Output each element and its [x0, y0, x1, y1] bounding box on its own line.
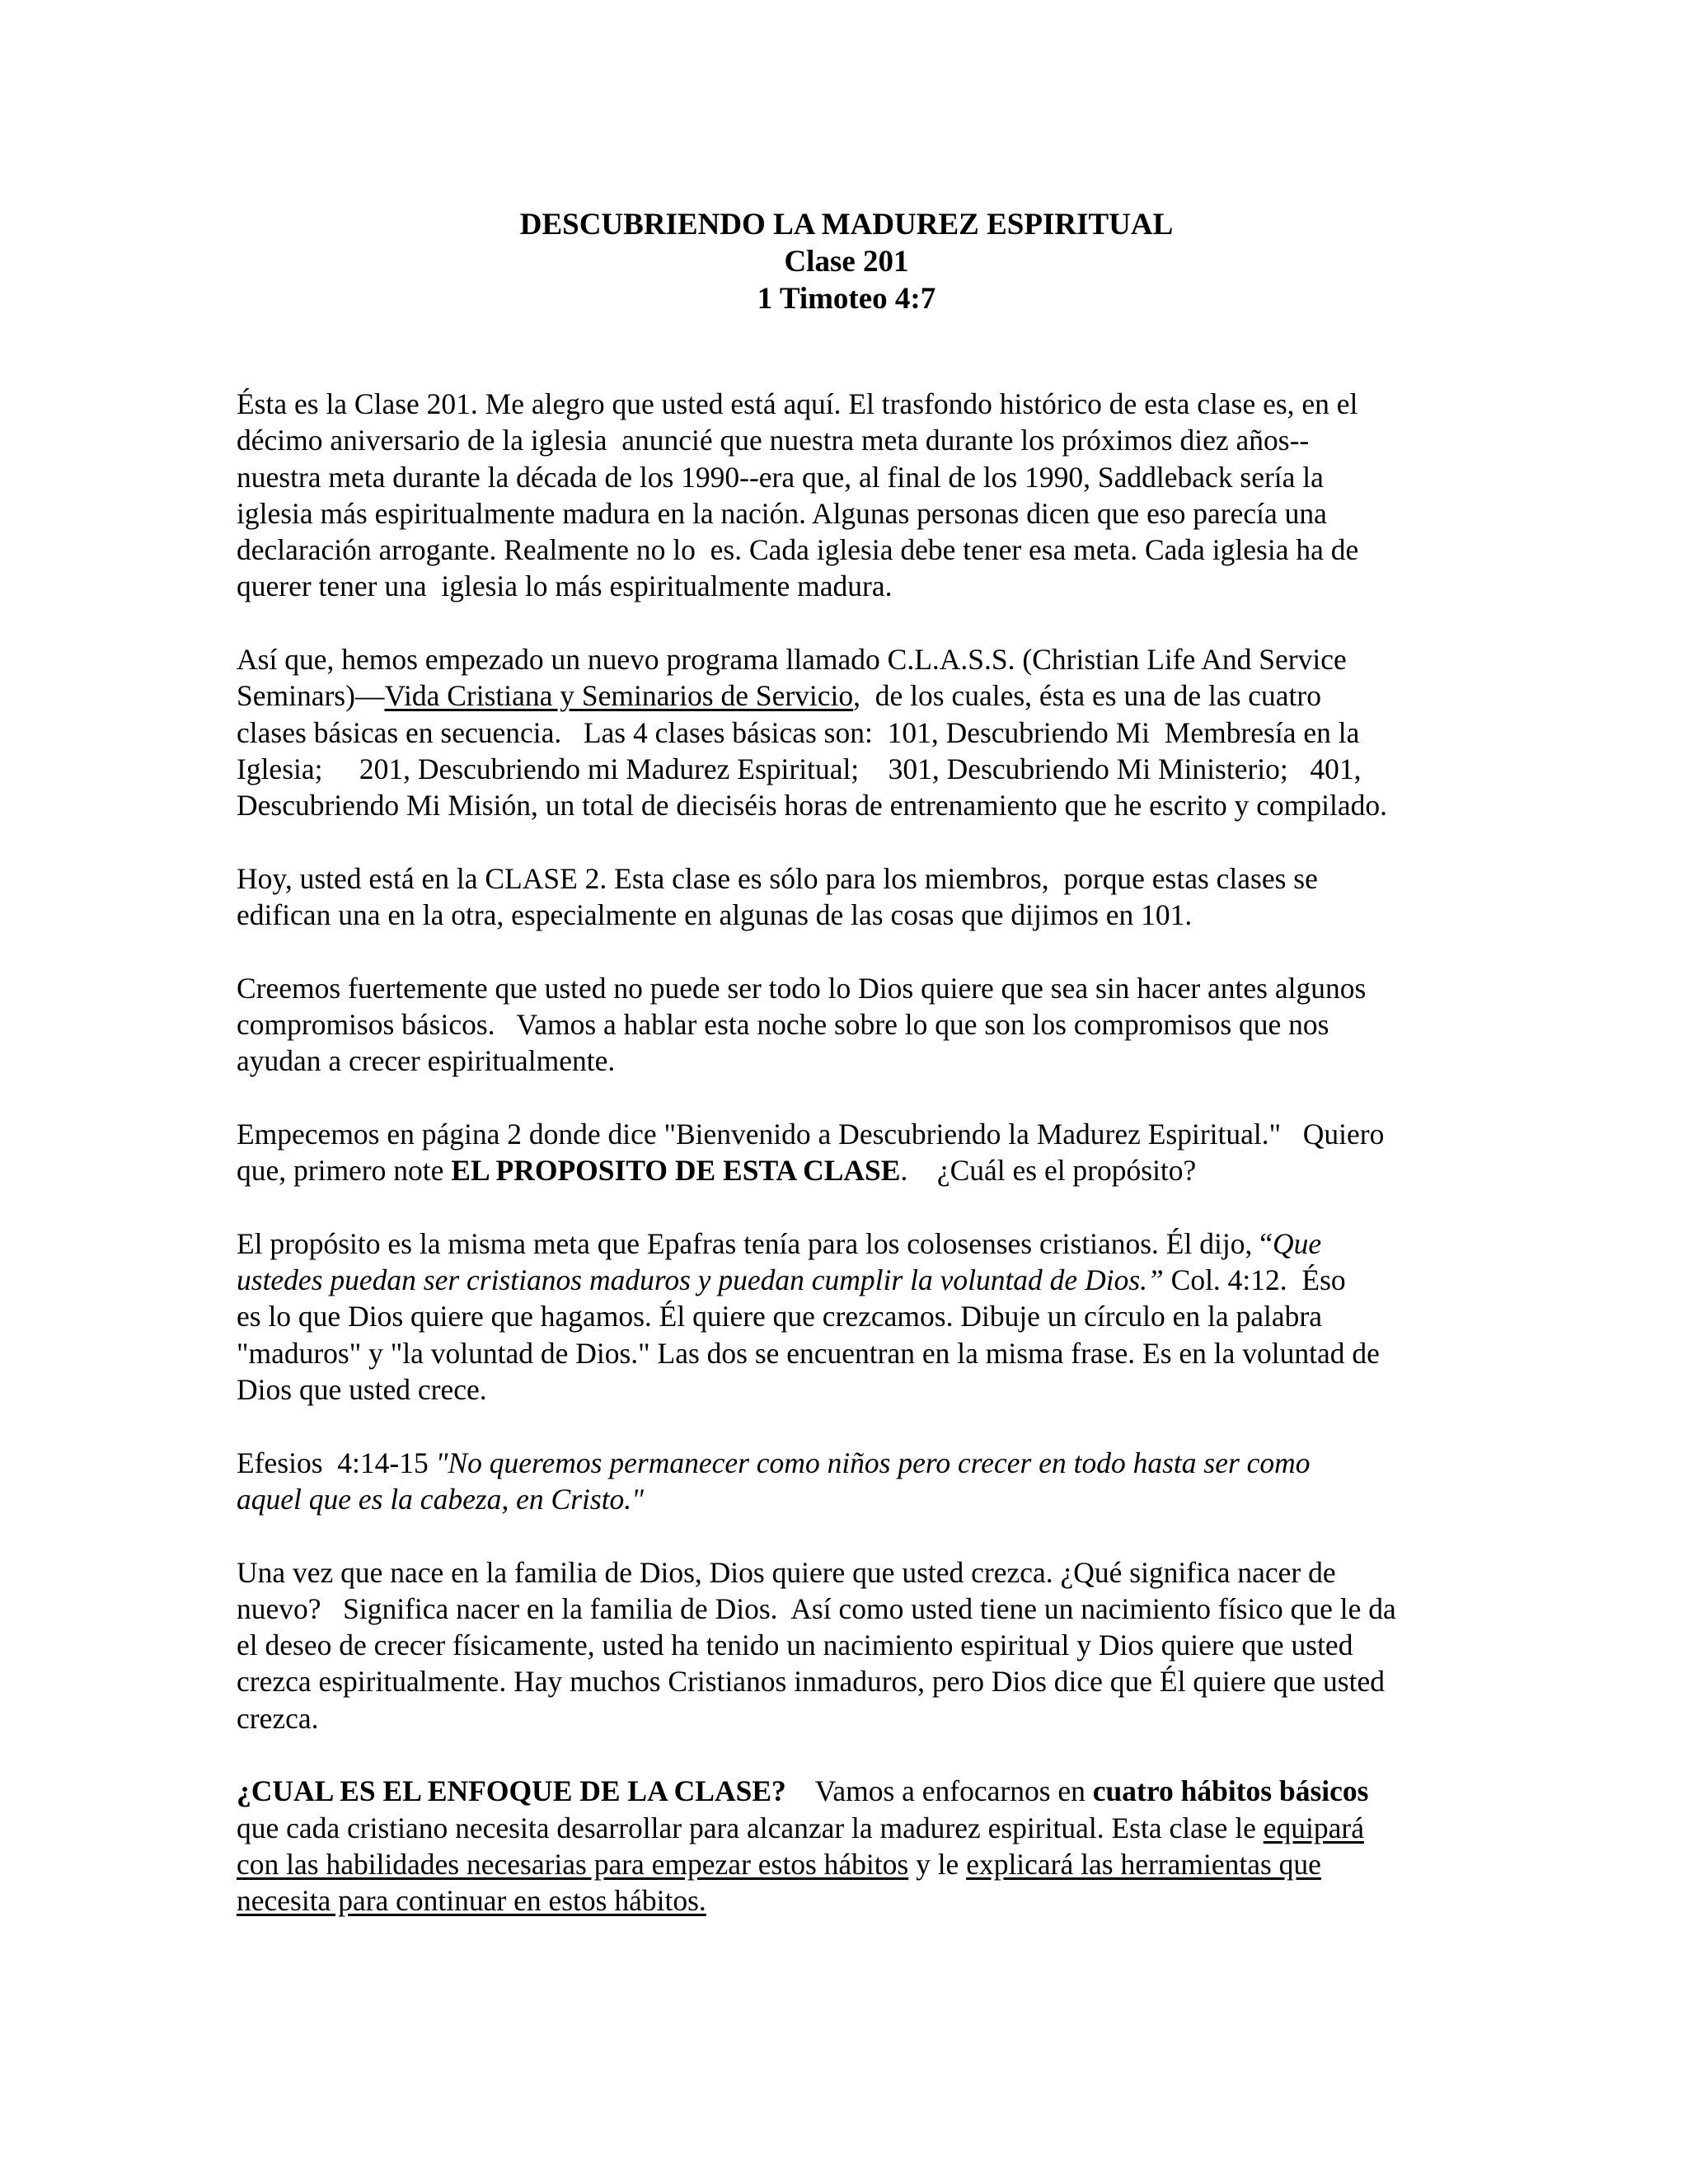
- text-segment: Col. 4:12. Éso: [1163, 1263, 1346, 1297]
- paragraph-intro: [237, 386, 1522, 605]
- paragraph-class-two: [237, 860, 1522, 934]
- text-line: crezca.: [237, 1701, 319, 1735]
- text-line: Una vez que nace en la familia de Dios, Dios quiere que usted crezca. ¿Qué significa nacer de: [237, 1555, 1336, 1589]
- text-line: [237, 1773, 1522, 1809]
- document-title: DESCUBRIENDO LA MADUREZ ESPIRITUAL: [519, 208, 1174, 241]
- text-line: Descubriendo Mi Misión, un total de dieciséis horas de entrenamiento que he escrito y compilado.: [237, 789, 1387, 823]
- paragraph-commitments: [237, 970, 1522, 1080]
- underlined-text: con las habilidades necesarias para empezar estos hábitos: [237, 1847, 909, 1881]
- text-line: Iglesia; 201, Descubriendo mi Madurez Espiritual; 301, Descubriendo Mi Ministerio; 401,: [237, 752, 1362, 785]
- text-segment: Seminars)—: [237, 679, 385, 713]
- paragraph-ephesians: [237, 1445, 1522, 1518]
- text-line: décimo aniversario de la iglesia anuncié que nuestra meta durante los próximos diez años--: [237, 424, 1310, 457]
- text-line: declaración arrogante. Realmente no lo es. Cada iglesia debe tener esa meta. Cada iglesia ha de: [237, 533, 1359, 567]
- text-line: Hoy, usted está en la CLASE 2. Esta clase es sólo para los miembros, porque estas clases se: [237, 861, 1318, 895]
- purpose-heading: EL PROPOSITO DE ESTA CLASE: [451, 1154, 901, 1188]
- text-segment: y le: [908, 1847, 967, 1881]
- text-line: [237, 1152, 1522, 1188]
- text-segment: . ¿Cuál es el propósito?: [900, 1154, 1197, 1188]
- text-line: Ésta es la Clase 201. Me alegro que usted está aquí. El trasfondo histórico de esta clase es, en el: [237, 387, 1358, 420]
- text-segment: El propósito es la misma meta que Epafras tenía para los colosenses cristianos. Él dijo, “: [237, 1226, 1273, 1260]
- paragraph-new-birth: [237, 1554, 1522, 1736]
- text-line: el deseo de crecer físicamente, usted ha tenido un nacimiento espiritual y Dios quiere que usted: [237, 1629, 1353, 1662]
- underlined-program-name: Vida Cristiana y Seminarios de Servicio: [384, 679, 854, 713]
- text-segment: que, primero note: [237, 1154, 452, 1188]
- quote-text: ustedes puedan ser cristianos maduros y puedan cumplir la voluntad de Dios.”: [237, 1263, 1164, 1297]
- text-line: [237, 1262, 1522, 1298]
- quote-text: "No queremos permanecer como niños pero crecer en todo hasta ser como: [435, 1446, 1311, 1479]
- text-line: querer tener una iglesia lo más espiritualmente madura.: [237, 569, 893, 603]
- text-line: ayudan a crecer espiritualmente.: [237, 1044, 616, 1078]
- text-line: [237, 677, 1522, 714]
- text-line: compromisos básicos. Vamos a hablar esta noche sobre lo que son los compromisos que nos: [237, 1008, 1329, 1042]
- paragraph-purpose: [237, 1226, 1522, 1408]
- four-habits-emphasis: cuatro hábitos básicos: [1092, 1774, 1369, 1808]
- text-line: [237, 1226, 1522, 1262]
- text-line: iglesia más espiritualmente madura en la nación. Algunas personas dicen que eso parecía una: [237, 496, 1327, 530]
- underlined-text: equipará: [1263, 1811, 1364, 1844]
- text-line: [237, 1846, 1522, 1882]
- document-body: [237, 386, 1522, 1919]
- text-line: Creemos fuertemente que usted no puede ser todo lo Dios quiere que sea sin hacer antes algunos: [237, 971, 1367, 1005]
- focus-heading: ¿CUAL ES EL ENFOQUE DE LA CLASE?: [237, 1774, 786, 1808]
- text-line: clases básicas en secuencia. Las 4 clases básicas son: 101, Descubriendo Mi Membresía en la: [237, 715, 1360, 749]
- text-segment: , de los cuales, ésta es una de las cuatro: [853, 679, 1321, 713]
- text-segment: que cada cristiano necesita desarrollar para alcanzar la madurez espiritual. Esta clase le: [237, 1811, 1264, 1844]
- text-line: necesita para continuar en estos hábitos.: [237, 1884, 706, 1918]
- text-line: [237, 1445, 1522, 1481]
- verse-reference: Efesios 4:14-15: [237, 1446, 436, 1479]
- text-line: Empecemos en página 2 donde dice "Bienvenido a Descubriendo la Madurez Espiritual." Quiero: [237, 1117, 1385, 1151]
- paragraph-class-program: [237, 641, 1522, 823]
- scripture-reference: 1 Timoteo 4:7: [757, 282, 936, 316]
- text-line: aquel que es la cabeza, en Cristo.": [237, 1482, 645, 1516]
- text-line: crezca espiritualmente. Hay muchos Cristianos inmaduros, pero Dios dice que Él quiere que usted: [237, 1665, 1385, 1699]
- text-segment: Vamos a enfocarnos en: [785, 1774, 1093, 1808]
- text-line: es lo que Dios quiere que hagamos. Él quiere que crezcamos. Dibuje un círculo en la palabra: [237, 1300, 1322, 1333]
- text-line: Dios que usted crece.: [237, 1373, 487, 1407]
- text-line: edifican una en la otra, especialmente en algunas de las cosas que dijimos en 101.: [237, 898, 1193, 932]
- text-line: [237, 1810, 1522, 1846]
- quote-text: Que: [1272, 1226, 1322, 1260]
- underlined-text: explicará las herramientas que: [966, 1847, 1321, 1881]
- title-block: [237, 206, 1456, 317]
- document-page: [237, 206, 1522, 1956]
- class-number: Clase 201: [784, 245, 909, 279]
- text-line: Así que, hemos empezado un nuevo programa llamado C.L.A.S.S. (Christian Life And Service: [237, 643, 1347, 677]
- paragraph-focus: [237, 1773, 1522, 1919]
- text-line: nuestra meta durante la década de los 1990--era que, al final de los 1990, Saddleback sería la: [237, 460, 1324, 494]
- text-line: "maduros" y "la voluntad de Dios." Las dos se encuentran en la misma frase. Es en la voluntad de: [237, 1336, 1380, 1370]
- text-line: nuevo? Significa nacer en la familia de Dios. Así como usted tiene un nacimiento físico que le da: [237, 1591, 1396, 1625]
- paragraph-purpose-intro: [237, 1116, 1522, 1189]
